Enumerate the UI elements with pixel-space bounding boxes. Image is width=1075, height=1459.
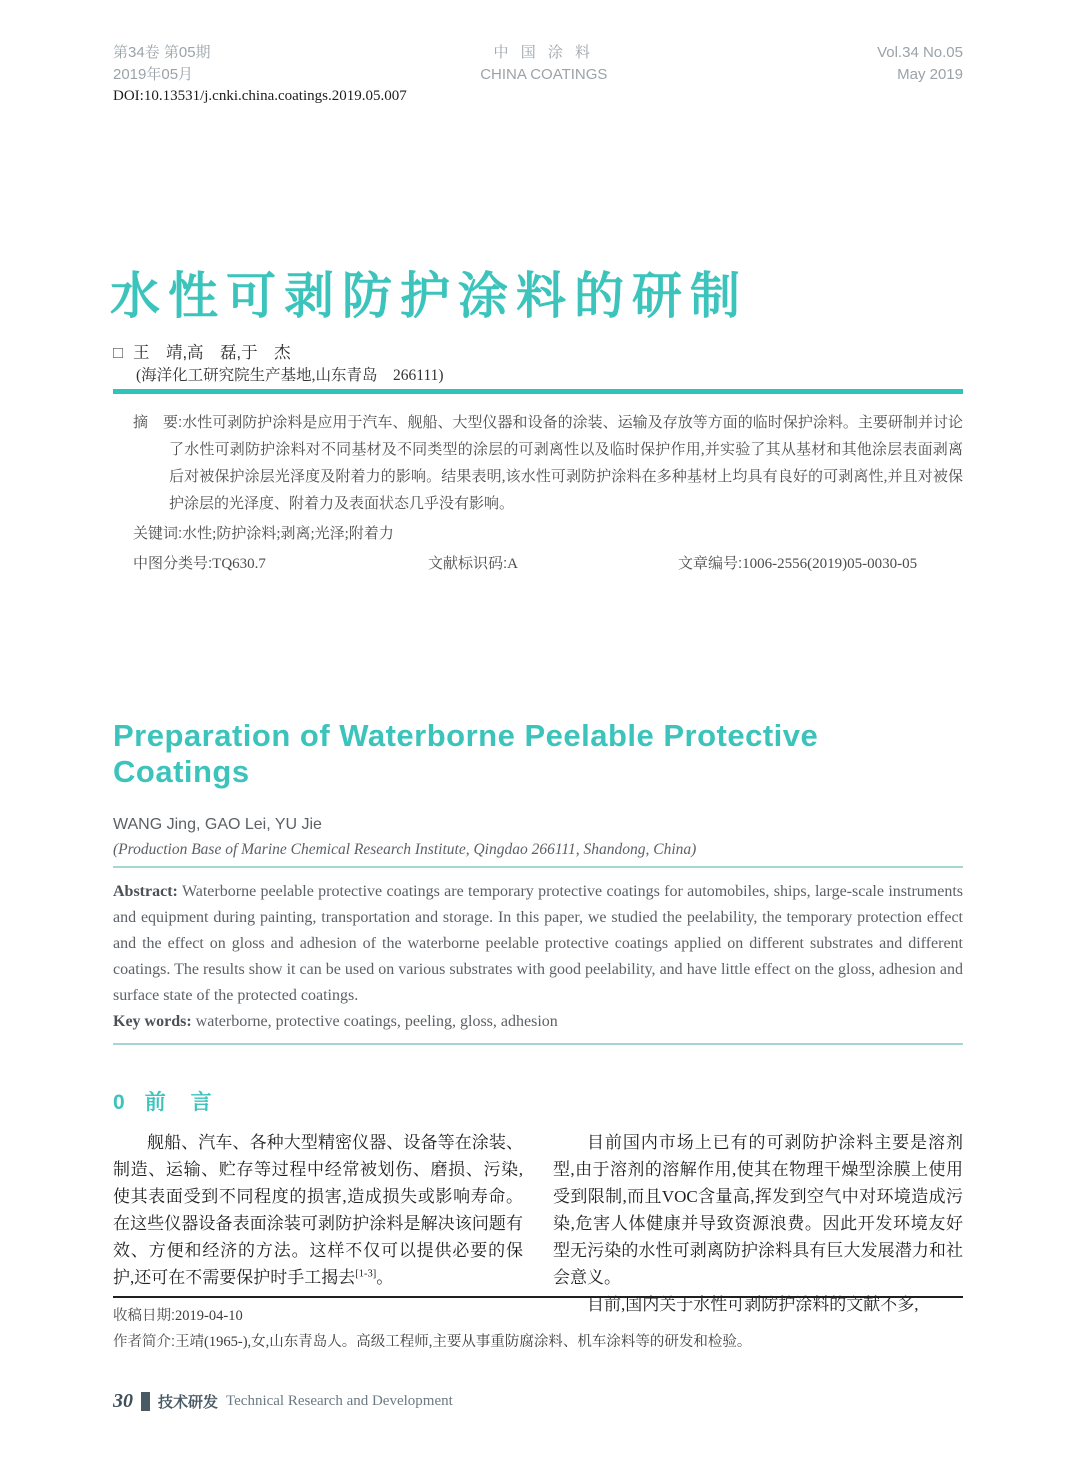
abstract-text-en: Waterborne peelable protective coatings are temporary protective coatings for automobiles, ships, large-scale instruments and equipment during painting, transportation and storage. In this paper, we studied the peelability, the temporary protection effect and the effect on gloss and adhesion of the waterborne peelable protective coatings applied on different substrates and different coatings. The results show it can be used on various substrates with good peelability, and have little effect on the gloss, adhesion and surface state of the protected coatings.	[113, 883, 963, 1004]
keywords-text-cn: 水性;防护涂料;剥离;光泽;附着力	[182, 526, 394, 542]
section-intro	[113, 1086, 963, 1318]
clc-number: 中图分类号:TQ630.7	[133, 555, 266, 572]
authors-cn	[113, 339, 291, 363]
keywords-cn	[133, 520, 963, 548]
intro-paragraph-right-1: 目前国内市场上已有的可剥防护涂料主要是溶剂型,由于溶剂的溶解作用,使其在物理干燥型涂膜上使用受到限制,而且VOC含量高,挥发到空气中对环境造成污染,危害人体健康并导致资源浪费。因此开发环境友好型无污染的水性可剥离防护涂料具有巨大发展潜力和社会意义。	[553, 1133, 963, 1287]
teal-rule-light-top	[113, 866, 963, 868]
page-number: 30	[113, 1390, 133, 1412]
page-footer	[113, 1390, 453, 1413]
article-title-en: Preparation of Waterborne Peelable Protective Coatings	[113, 718, 819, 789]
article-title-cn: 水性可剥防护涂料的研制	[110, 268, 748, 324]
author-names-cn: 王 靖,高 磊,于 杰	[132, 344, 291, 362]
intro-paragraph-right-2: 目前,国内关于水性可剥防护涂料的文献不多,	[587, 1295, 919, 1314]
classification-row	[133, 550, 963, 578]
reference-superscript: [1-3]	[355, 1268, 377, 1280]
keywords-text-en: waterborne, protective coatings, peeling, gloss, adhesion	[191, 1013, 558, 1030]
article-number: 文章编号:1006-2556(2019)05-0030-05	[678, 555, 918, 572]
header-volume-issue-cn	[113, 42, 211, 86]
abstract-block-cn	[133, 409, 963, 578]
two-column-body	[113, 1129, 963, 1318]
doi: DOI:10.13531/j.cnki.china.coatings.2019.05.007	[113, 88, 407, 104]
keywords-label-en: Key words:	[113, 1013, 192, 1030]
journal-name-cn: 中 国 涂 料	[493, 44, 595, 61]
english-block	[113, 718, 963, 1045]
document-code: 文献标识码:A	[428, 555, 519, 572]
author-marker-icon: □	[113, 344, 123, 362]
section-heading	[113, 1086, 963, 1116]
volume-issue-cn: 第34卷 第05期	[113, 44, 211, 61]
teal-rule-thick	[113, 389, 963, 394]
header-volume-issue-en	[877, 42, 963, 86]
journal-name	[480, 42, 607, 86]
date-en: May 2019	[897, 66, 963, 83]
received-date-value: 2019-04-10	[175, 1308, 243, 1324]
author-bio-value: 王靖(1965-),女,山东青岛人。高级工程师,主要从事重防腐涂料、机车涂料等的研发和检验。	[175, 1334, 752, 1350]
journal-name-en: CHINA COATINGS	[480, 66, 608, 83]
received-date-line	[113, 1303, 963, 1329]
abstract-label-en: Abstract:	[113, 883, 178, 900]
footnotes	[113, 1296, 963, 1355]
author-bio-line	[113, 1329, 963, 1355]
received-date-label: 收稿日期:	[113, 1308, 176, 1324]
keywords-label-cn: 关键词:	[133, 525, 183, 542]
journal-header	[113, 42, 963, 86]
date-cn: 2019年05月	[113, 66, 194, 83]
affiliation-cn: (海洋化工研究院生产基地,山东青岛 266111)	[136, 367, 444, 384]
affiliation-en: (Production Base of Marine Chemical Research Institute, Qingdao 266111, Shandong, China)	[113, 841, 697, 858]
keywords-en	[113, 1009, 963, 1035]
section-number: 0	[113, 1091, 127, 1114]
abstract-en	[113, 879, 963, 1009]
abstract-cn	[133, 409, 963, 518]
column-left	[113, 1129, 523, 1318]
volume-issue-en: Vol.34 No.05	[877, 44, 963, 61]
footer-bar-icon	[141, 1392, 150, 1411]
abstract-label-cn: 摘 要:	[133, 414, 183, 431]
column-right	[553, 1129, 963, 1318]
teal-rule-light-bottom	[113, 1043, 963, 1045]
authors-en: WANG Jing, GAO Lei, YU Jie	[113, 816, 322, 833]
footer-section-cn: 技术研发	[158, 1394, 219, 1411]
abstract-text-cn: 水性可剥防护涂料是应用于汽车、舰船、大型仪器和设备的涂装、运输及存放等方面的临时保护涂料。主要研制并讨论了水性可剥防护涂料对不同基材及不同类型的涂层的可剥离性以及临时保护作用,并实验了其从基材和其他涂层表面剥离后对被保护涂层光泽度及附着力的影响。结果表明,该水性可剥防护涂料在多种基材上均具有良好的可剥离性,并且对被保护涂层的光泽度、附着力及表面状态几乎没有影响。	[169, 415, 963, 512]
section-title: 前 言	[144, 1091, 214, 1114]
intro-paragraph-left: 舰船、汽车、各种大型精密仪器、设备等在涂装、制造、运输、贮存等过程中经常被划伤、磨损、污染,使其表面受到不同程度的损害,造成损失或影响寿命。在这些仪器设备表面涂装可剥防护涂料是解决该问题有效、方便和经济的方法。这样不仅可以提供必要的保护,还可在不需要保护时手工揭去[1-3]。	[113, 1133, 523, 1287]
author-bio-label: 作者简介:	[113, 1334, 176, 1350]
footer-section-en: Technical Research and Development	[226, 1393, 453, 1409]
